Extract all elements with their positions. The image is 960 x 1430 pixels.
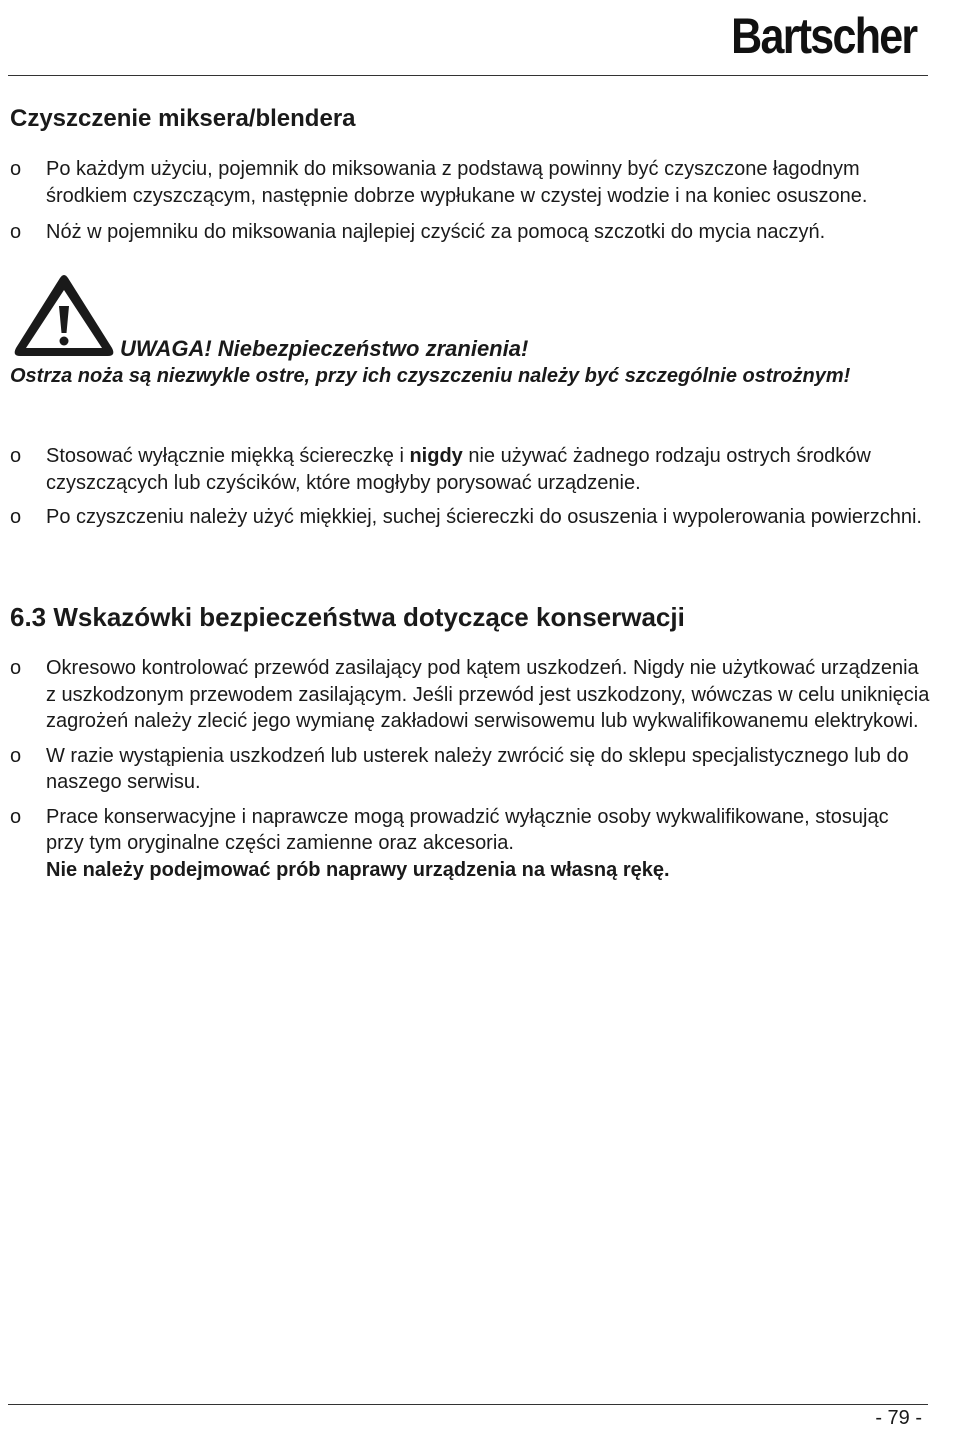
list-item-text: Po każdym użyciu, pojemnik do miksowania z podstawą powinny być czyszczone łagodnym środkiem czyszczącym, następnie dobrze wypłukane w czystej wodzie i na koniec osuszone.	[46, 158, 868, 207]
warning-triangle-icon	[10, 272, 118, 360]
list-item	[10, 156, 930, 209]
list-item-text: Po czyszczeniu należy użyć miękkiej, suchej ściereczki do osuszenia i wypolerowania powierzchni.	[46, 506, 922, 528]
bullet: o	[10, 158, 22, 180]
list-item	[10, 219, 930, 246]
bullet: o	[10, 805, 22, 828]
maintenance-list	[10, 655, 930, 883]
bullet: o	[10, 445, 22, 467]
bartscher-logo: Bartscher	[730, 8, 916, 64]
section-title-maintenance: 6.3 Wskazówki bezpieczeństwa dotyczące konserwacji	[10, 602, 685, 632]
list-item-text: Nóż w pojemniku do miksowania najlepiej czyścić za pomocą szczotki do mycia naczyń.	[46, 221, 826, 243]
footer-divider	[8, 1404, 928, 1405]
list-item-text-before: Stosować wyłącznie miękką ściereczkę i	[46, 445, 410, 467]
bullet: o	[10, 657, 22, 679]
list-item	[10, 443, 930, 496]
list-item	[10, 655, 930, 735]
warning-title: UWAGA! Niebezpieczeństwo zranienia!	[120, 336, 529, 361]
warning-text: Ostrza noża są niezwykle ostre, przy ich czyszczeniu należy być szczególnie ostrożnym!	[10, 365, 851, 387]
list-item-text: Prace konserwacyjne i naprawcze mogą prowadzić wyłącznie osoby wykwalifikowane, stosując przy tym oryginalne części zamienne oraz akcesoria.	[46, 805, 889, 854]
bullet: o	[10, 744, 22, 767]
list-item-text: Okresowo kontrolować przewód zasilający pod kątem uszkodzeń. Nigdy nie użytkować urządzenia z uszkodzonym przewodem zasilającym. Jeśli przewód jest uszkodzony, wówczas w celu uniknięcia zagrożeń należy zlecić jego wymianę zakładowi serwisowemu lub wykwalifikowanemu elektrykowi.	[46, 657, 930, 732]
care-list	[10, 443, 930, 531]
list-item-text: W razie wystąpienia uszkodzeń lub usterek należy zwrócić się do sklepu specjalistycznego lub do naszego serwisu.	[46, 744, 909, 793]
list-item	[10, 743, 930, 796]
bullet: o	[10, 506, 22, 528]
emphasis-never: nigdy	[409, 445, 463, 467]
section-title-cleaning: Czyszczenie miksera/blendera	[10, 105, 356, 132]
list-item-text-after: nie używać żadnego rodzaju ostrych środków czyszczących lub czyścików, które mogłyby porysować urządzenie.	[46, 445, 871, 494]
list-item	[10, 504, 930, 531]
list-item	[10, 804, 930, 884]
cleaning-list	[10, 156, 930, 246]
header-divider	[8, 75, 928, 76]
repair-warning-text: Nie należy podejmować prób naprawy urządzenia na własną rękę.	[46, 858, 670, 881]
page-number: - 79 -	[875, 1407, 922, 1429]
bullet: o	[10, 221, 22, 243]
